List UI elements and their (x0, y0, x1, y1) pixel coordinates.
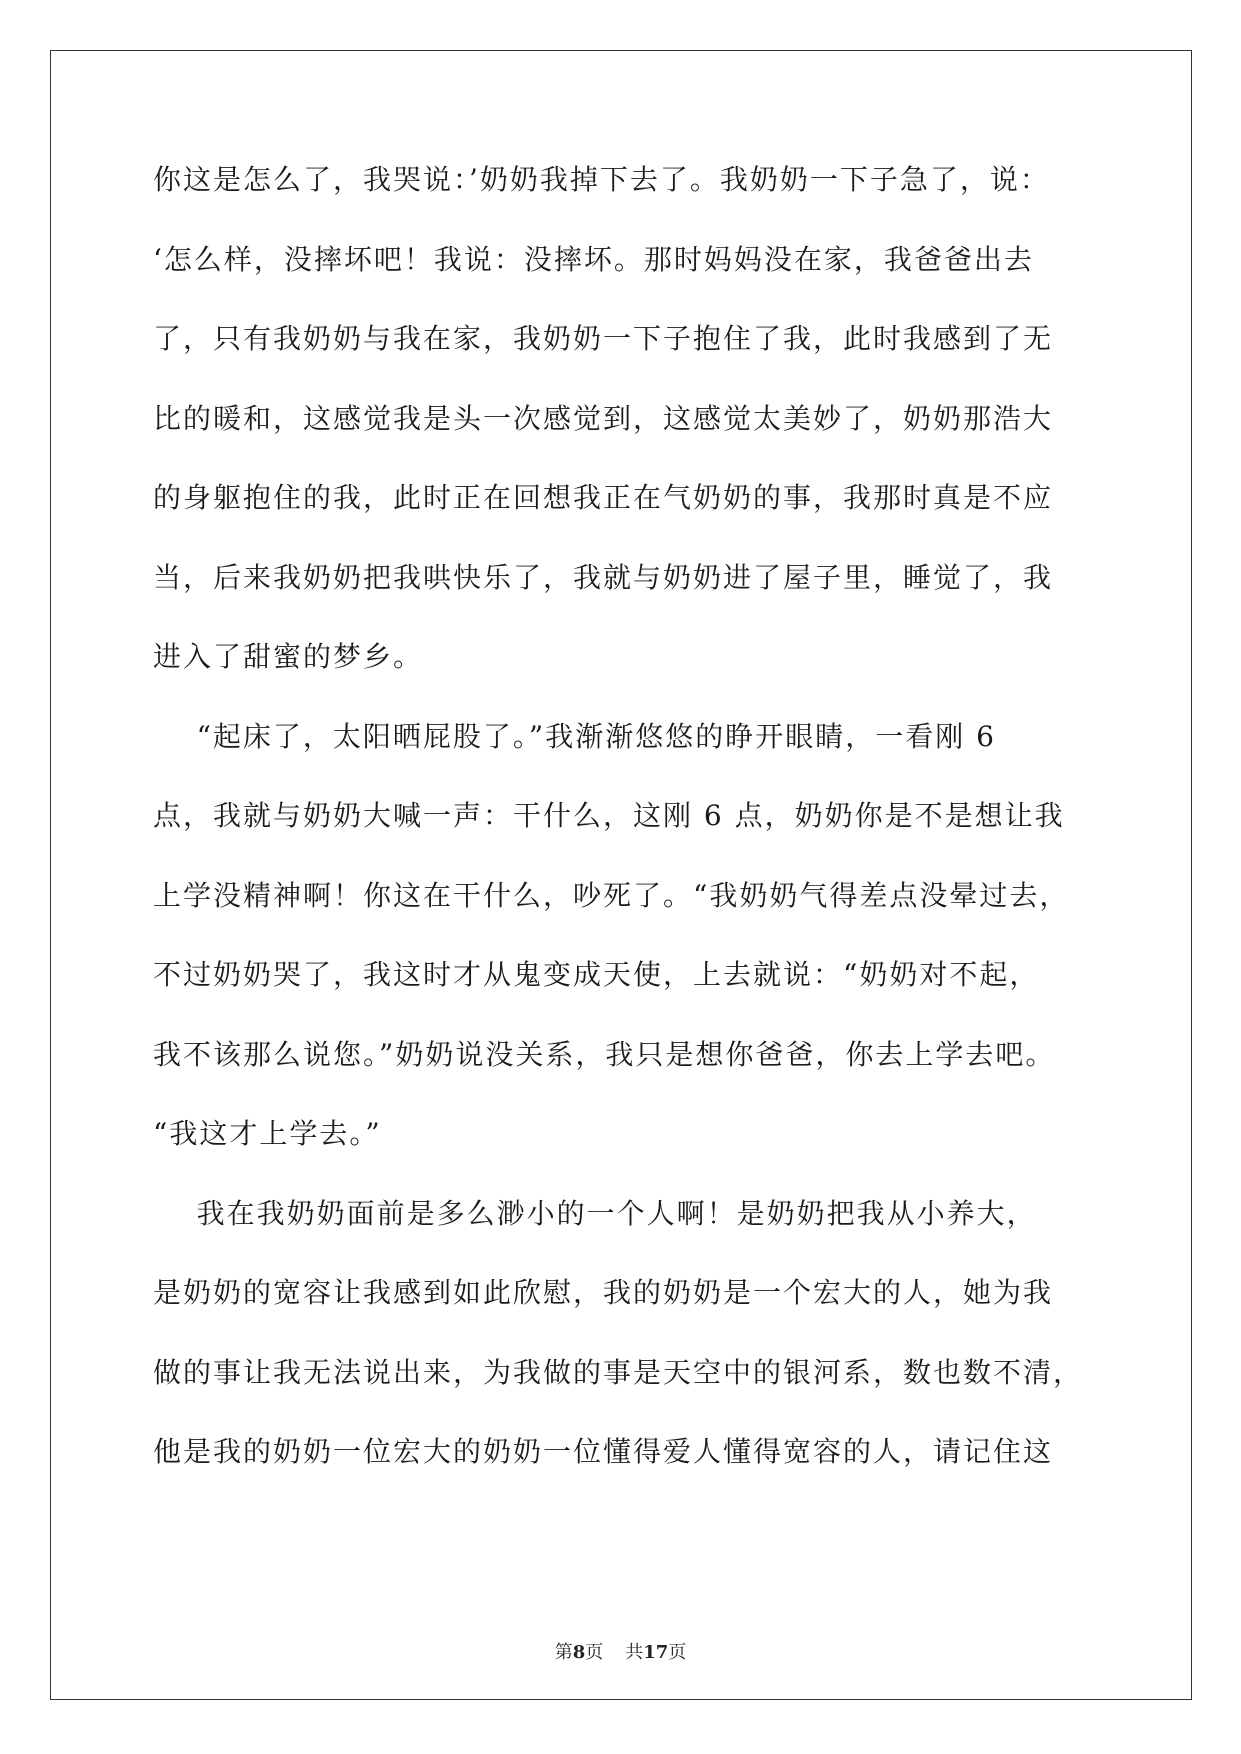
page-footer (0, 1638, 1241, 1664)
text-line-7: 进入了甜蜜的梦乡。 (153, 640, 424, 673)
text-line-11: 不过奶奶哭了，我这时才从鬼变成天使，上去就说：“奶奶对不起， (153, 958, 1040, 991)
text-line-17: 他是我的奶奶一位宏大的奶奶一位懂得爱人懂得宽容的人，请记住这 (153, 1435, 1054, 1468)
footer-page-number: 8 (572, 1642, 586, 1663)
text-line-5: 的身躯抱住的我，此时正在回想我正在气奶奶的事，我那时真是不应 (153, 481, 1054, 514)
text-line-9: 点，我就与奶奶大喊一声：干什么，这刚 6 点，奶奶你是不是想让我 (153, 799, 1065, 832)
footer-prefix: 第 (554, 1642, 573, 1663)
text-line-2: ‘怎么样，没摔坏吧！我说：没摔坏。那时妈妈没在家，我爸爸出去 (153, 242, 1034, 276)
text-line-4: 比的暖和，这感觉我是头一次感觉到，这感觉太美妙了，奶奶那浩大 (153, 401, 1054, 435)
text-line-10: 上学没精神啊！你这在干什么，吵死了。“我奶奶气得差点没晕过去， (153, 878, 1070, 912)
text-line-16: 做的事让我无法说出来，为我做的事是天空中的银河系，数也数不清， (153, 1355, 1084, 1389)
footer-total-prefix: 共 (625, 1642, 644, 1663)
footer-total-suffix: 页 (668, 1642, 687, 1663)
footer-total-number: 17 (643, 1642, 669, 1663)
text-line-6: 当，后来我奶奶把我哄快乐了，我就与奶奶进了屋子里，睡觉了，我 (153, 560, 1054, 594)
text-line-13: “我这才上学去。” (153, 1117, 382, 1150)
text-line-3: 了，只有我奶奶与我在家，我奶奶一下子抱住了我，此时我感到了无 (153, 322, 1054, 355)
text-line-1: 你这是怎么了，我哭说：’奶奶我掉下去了。我奶奶一下子急了，说： (153, 163, 1050, 196)
body-text (153, 165, 1093, 1517)
text-line-12: 我不该那么说您。”奶奶说没关系，我只是想你爸爸，你去上学去吧。 (153, 1037, 1056, 1071)
text-line-15: 是奶奶的宽容让我感到如此欣慰，我的奶奶是一个宏大的人，她为我 (153, 1276, 1054, 1309)
text-line-14: 我在我奶奶面前是多么渺小的一个人啊！是奶奶把我从小养大， (153, 1196, 1037, 1230)
text-line-8: “起床了，太阳晒屁股了。”我渐渐悠悠的睁开眼睛，一看刚 6 (153, 719, 996, 753)
footer-page-suffix: 页 (585, 1642, 604, 1663)
